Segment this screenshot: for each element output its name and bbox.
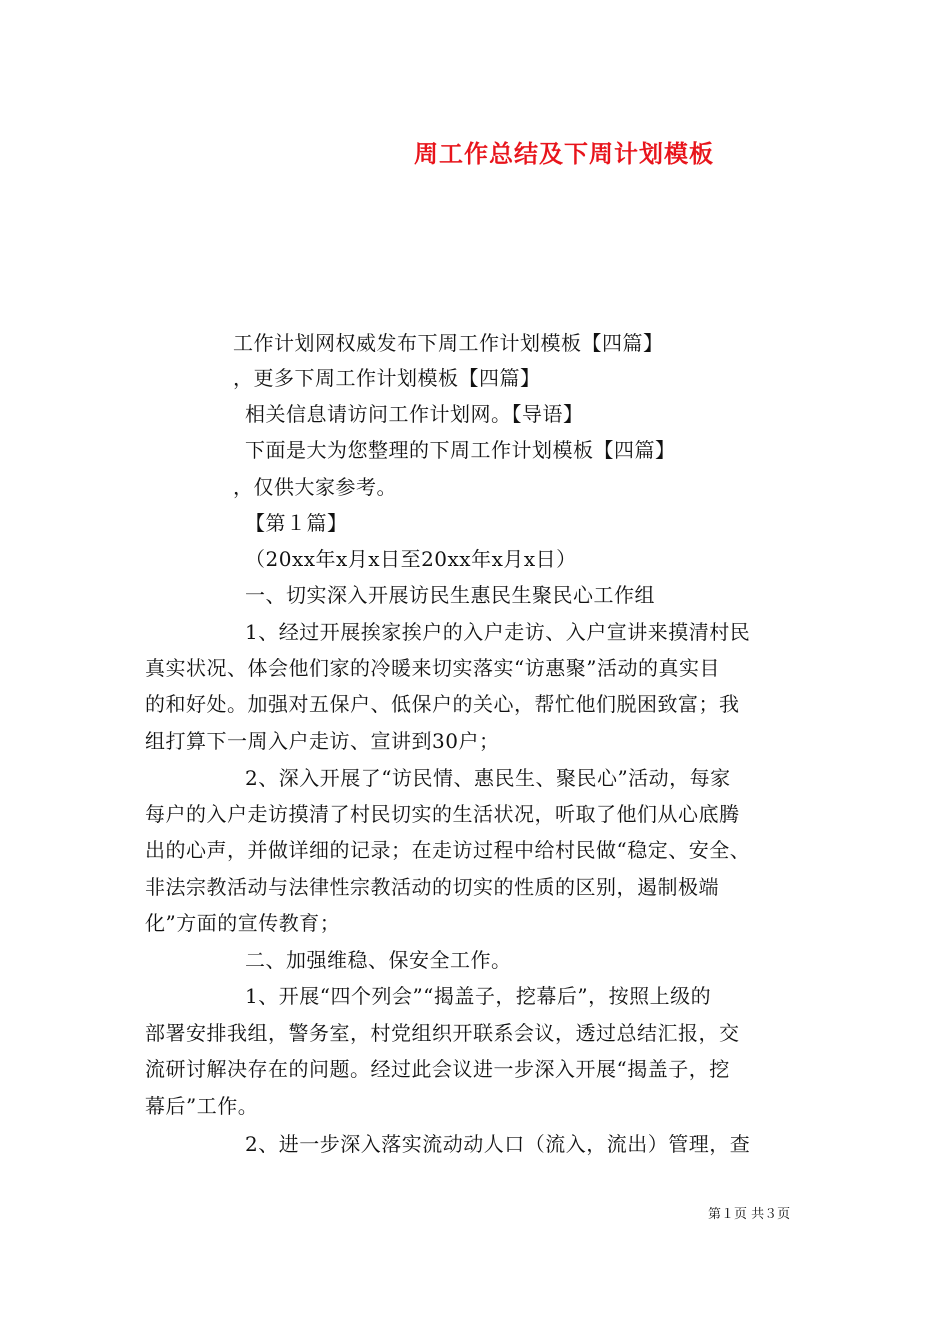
section-heading: 【第１篇】 [245, 511, 348, 535]
section-heading: 二、加强维稳、保安全工作。 [245, 948, 512, 972]
body-line: 流研讨解决存在的问题。经过此会议进一步深入开展“揭盖子，挖 [145, 1057, 730, 1081]
body-line: 每户的入户走访摸清了村民切实的生活状况，听取了他们从心底腾 [145, 802, 740, 826]
body-line: ，更多下周工作计划模板【四篇】 [233, 366, 541, 390]
body-line: 2、进一步深入落实流动动人口（流入，流出）管理，查 [245, 1132, 751, 1156]
body-line: 部署安排我组，警务室，村党组织开联系会议，透过总结汇报，交 [145, 1021, 740, 1045]
page-number-footer: 第１页 共３页 [708, 1207, 791, 1222]
body-line: 下面是大为您整理的下周工作计划模板【四篇】 [245, 438, 676, 462]
date-range: （20xx年x月x日至20xx年x月x日） [245, 547, 577, 571]
body-line: 工作计划网权威发布下周工作计划模板【四篇】 [233, 331, 664, 355]
body-line: 出的心声，并做详细的记录；在走访过程中给村民做“稳定、安全、 [145, 838, 751, 862]
body-line: ，仅供大家参考。 [233, 475, 397, 499]
body-line: 组打算下一周入户走访、宣讲到30户； [145, 729, 500, 753]
body-line: 的和好处。加强对五保户、低保户的关心，帮忙他们脱困致富；我 [145, 692, 740, 716]
body-line: 化”方面的宣传教育； [145, 911, 341, 935]
body-line: 幕后”工作。 [145, 1094, 259, 1118]
body-line: 1、开展“四个列会”“揭盖子，挖幕后”，按照上级的 [245, 984, 712, 1008]
body-line: 相关信息请访问工作计划网。【导语】 [245, 402, 584, 426]
body-line: 非法宗教活动与法律性宗教活动的切实的性质的区别，遏制极端 [145, 875, 719, 899]
body-line: 1、经过开展挨家挨户的入户走访、入户宣讲来摸清村民 [245, 620, 751, 644]
document-title: 周工作总结及下周计划模板 [414, 140, 714, 168]
section-heading: 一、切实深入开展访民生惠民生聚民心工作组 [245, 583, 655, 607]
body-line: 2、深入开展了“访民情、惠民生、聚民心”活动，每家 [245, 766, 731, 790]
body-line: 真实状况、体会他们家的冷暖来切实落实“访惠聚”活动的真实目 [145, 656, 720, 680]
